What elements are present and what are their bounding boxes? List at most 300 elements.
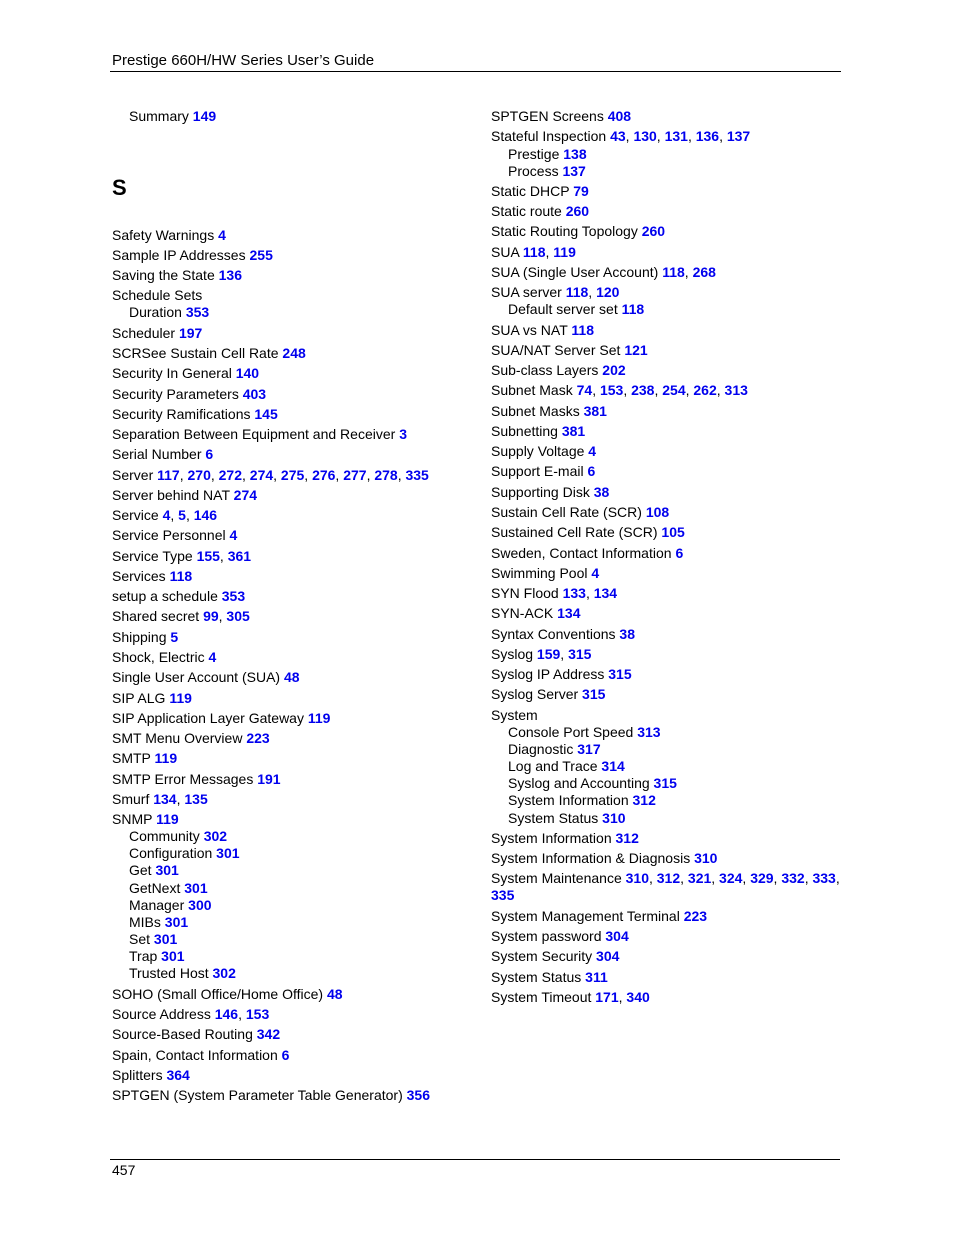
index-term: Prestige — [508, 146, 560, 162]
index-term: Static Routing Topology — [491, 223, 638, 239]
index-entry — [491, 969, 608, 986]
index-term: Syslog — [491, 646, 534, 662]
index-term: Set — [129, 931, 151, 947]
index-term: SIP Application Layer Gateway — [112, 710, 304, 726]
index-entry — [112, 771, 281, 788]
page-link[interactable]: 301 — [155, 862, 179, 878]
index-entry — [491, 203, 589, 220]
page-link[interactable]: 223 — [246, 730, 270, 746]
index-term: SYN Flood — [491, 585, 559, 601]
index-term: Service Personnel — [112, 527, 226, 543]
index-entry — [491, 545, 683, 562]
page-link[interactable]: 159 — [536, 646, 561, 662]
index-term: SUA/NAT Server Set — [491, 342, 621, 358]
page-link[interactable]: 119 — [553, 244, 576, 260]
index-term: Shipping — [112, 629, 167, 645]
index-term: System password — [491, 928, 602, 944]
index-term: Default server set — [508, 301, 618, 317]
index-term: Console Port Speed — [508, 724, 634, 740]
page-link[interactable]: 301 — [164, 914, 189, 930]
index-term: Trusted Host — [129, 965, 209, 981]
page-link[interactable]: 272 — [218, 467, 242, 483]
index-entry: SUA 118, 119 — [491, 244, 576, 260]
index-entry — [491, 707, 538, 724]
page-link[interactable]: 134 — [153, 791, 177, 807]
page-link[interactable]: 275 — [280, 467, 305, 483]
page-link[interactable]: 248 — [282, 345, 306, 361]
page-link[interactable]: 146 — [214, 1006, 239, 1022]
page-link[interactable]: 301 — [161, 948, 185, 964]
page-link[interactable]: 278 — [374, 467, 398, 483]
index-term: Server — [112, 467, 154, 483]
page-link[interactable]: 302 — [212, 965, 236, 981]
index-entry — [491, 484, 609, 501]
index-term: SIP ALG — [112, 690, 166, 706]
index-entry — [491, 686, 605, 703]
page-link[interactable]: 108 — [645, 504, 670, 520]
page-link[interactable]: 310 — [625, 870, 649, 886]
index-term: Server behind NAT — [112, 487, 230, 503]
index-entry — [491, 423, 585, 440]
page-link[interactable]: 364 — [166, 1067, 190, 1083]
index-term: Schedule Sets — [112, 287, 203, 303]
page-link[interactable]: 301 — [216, 845, 240, 861]
index-term: setup a schedule — [112, 588, 218, 604]
page-link[interactable]: 381 — [583, 403, 607, 419]
page-link[interactable]: 153 — [599, 382, 624, 398]
index-term: Scheduler — [112, 325, 176, 341]
page-link[interactable]: 145 — [254, 406, 278, 422]
page-link[interactable]: 118 — [169, 568, 193, 584]
index-term: System Status — [508, 810, 599, 826]
index-subentry — [129, 914, 188, 931]
page-link[interactable]: 340 — [626, 989, 650, 1005]
page-link[interactable]: 310 — [602, 810, 626, 826]
index-term: Sample IP Addresses — [112, 247, 246, 263]
page-link[interactable]: 99 — [203, 608, 219, 624]
index-term: Process — [508, 163, 559, 179]
page-link[interactable]: 403 — [242, 386, 267, 402]
page-link[interactable]: 119 — [156, 811, 179, 827]
index-term: Subnet Mask — [491, 382, 573, 398]
page-link[interactable]: 301 — [153, 931, 178, 947]
index-term: System Information & Diagnosis — [491, 850, 691, 866]
index-subentry — [129, 931, 177, 948]
page-link[interactable]: 117 — [157, 467, 180, 483]
page-link[interactable]: 408 — [607, 108, 632, 124]
page-link[interactable]: 4 — [162, 507, 171, 523]
index-entry — [491, 443, 596, 460]
page-link[interactable]: 149 — [192, 108, 217, 124]
index-entry: System Maintenance 310, 312, 321, 324, 329, 332, 333, — [491, 870, 840, 886]
index-entry — [112, 690, 192, 707]
index-term: Duration — [129, 304, 182, 320]
index-term: SMTP Error Messages — [112, 771, 254, 787]
page-link[interactable]: 131 — [664, 128, 688, 144]
index-term: Manager — [129, 897, 185, 913]
page-link[interactable]: 6 — [281, 1047, 290, 1063]
page-link[interactable]: 118 — [621, 301, 645, 317]
page-link[interactable]: 238 — [631, 382, 655, 398]
index-entry: Server 117, 270, 272, 274, 275, 276, 277, 278, 335 — [112, 467, 429, 483]
index-term: Splitters — [112, 1067, 163, 1083]
index-term: Configuration — [129, 845, 213, 861]
index-entry: SYN Flood 133, 134 — [491, 585, 618, 601]
index-entry — [491, 948, 619, 965]
index-term: Services — [112, 568, 166, 584]
page-link[interactable]: 335 — [491, 887, 515, 903]
index-entry — [491, 342, 648, 359]
index-subentry — [508, 758, 625, 775]
index-term: Saving the State — [112, 267, 215, 283]
page-link[interactable]: 48 — [283, 669, 300, 685]
index-entry — [112, 750, 177, 767]
index-term: Trap — [129, 948, 158, 964]
index-term: SMTP — [112, 750, 151, 766]
header-rule — [110, 71, 841, 72]
index-term: Separation Between Equipment and Receiver — [112, 426, 396, 442]
index-entry — [112, 669, 300, 686]
index-subentry — [508, 146, 587, 163]
page-link[interactable]: 202 — [602, 362, 626, 378]
page-link[interactable]: 118 — [571, 322, 594, 338]
page-link[interactable]: 302 — [203, 828, 228, 844]
page-link[interactable]: 136 — [695, 128, 720, 144]
index-entry — [491, 504, 669, 521]
page-link[interactable]: 223 — [683, 908, 708, 924]
page-link[interactable]: 119 — [154, 750, 178, 766]
index-term: SNMP — [112, 811, 153, 827]
index-entry: Shared secret 99, 305 — [112, 608, 250, 624]
index-subentry — [508, 301, 644, 318]
index-entry — [112, 267, 242, 284]
page-link[interactable]: 313 — [724, 382, 748, 398]
page-link[interactable]: 118 — [565, 284, 589, 300]
index-entry — [491, 605, 580, 622]
page-link[interactable]: 4 — [208, 649, 217, 665]
page-link[interactable]: 118 — [662, 264, 685, 280]
page-link[interactable]: 137 — [726, 128, 751, 144]
index-subentry — [508, 163, 586, 180]
page-link[interactable]: 5 — [170, 629, 179, 645]
page-link[interactable]: 274 — [249, 467, 274, 483]
index-entry — [112, 446, 213, 463]
index-term: Safety Warnings — [112, 227, 215, 243]
index-entry: Syslog 159, 315 — [491, 646, 592, 662]
index-term: Shock, Electric — [112, 649, 205, 665]
index-term: Syslog and Accounting — [508, 775, 650, 791]
index-subentry — [129, 108, 216, 125]
page-link[interactable]: 119 — [307, 710, 331, 726]
page-link[interactable]: 130 — [633, 128, 657, 144]
page-link[interactable]: 304 — [605, 928, 629, 944]
index-subentry — [129, 304, 209, 321]
page-link[interactable]: 353 — [221, 588, 246, 604]
index-term: Log and Trace — [508, 758, 598, 774]
page-link[interactable]: 315 — [582, 686, 606, 702]
page-link[interactable]: 313 — [637, 724, 661, 740]
index-entry — [112, 527, 237, 544]
page-link[interactable]: 134 — [593, 585, 618, 601]
index-entry — [112, 710, 330, 727]
page-link[interactable]: 146 — [193, 507, 218, 523]
index-entry: Service Type 155, 361 — [112, 548, 252, 564]
index-entry — [491, 362, 626, 379]
page-link[interactable]: 324 — [719, 870, 743, 886]
page-link[interactable]: 197 — [178, 325, 203, 341]
index-term: SUA vs NAT — [491, 322, 568, 338]
index-entry: Stateful Inspection 43, 130, 131, 136, 137 — [491, 128, 751, 144]
page-link[interactable]: 38 — [593, 484, 610, 500]
page-link[interactable]: 153 — [245, 1006, 270, 1022]
page-link[interactable]: 74 — [576, 382, 593, 398]
index-entry — [491, 183, 589, 200]
page-link[interactable]: 4 — [591, 565, 600, 581]
footer-rule — [110, 1159, 840, 1160]
index-entry — [112, 730, 270, 747]
index-entry — [491, 463, 595, 480]
page-link[interactable]: 121 — [624, 342, 648, 358]
index-term: System Maintenance — [491, 870, 622, 886]
page-link[interactable]: 6 — [675, 545, 684, 561]
page-link[interactable]: 312 — [615, 830, 639, 846]
index-term: SYN-ACK — [491, 605, 554, 621]
index-entry — [491, 108, 631, 125]
index-term: SUA server — [491, 284, 562, 300]
index-entry — [491, 322, 594, 339]
page-link[interactable]: 120 — [596, 284, 620, 300]
index-entry — [112, 986, 343, 1003]
index-term: Security Ramifications — [112, 406, 251, 422]
index-entry — [112, 568, 192, 585]
index-term: Summary — [129, 108, 189, 124]
index-term: SMT Menu Overview — [112, 730, 243, 746]
page-link[interactable]: 342 — [256, 1026, 281, 1042]
index-subentry — [508, 741, 601, 758]
index-subentry — [129, 845, 240, 862]
index-entry — [112, 287, 202, 304]
page-link[interactable]: 135 — [184, 791, 208, 807]
index-entry: System Timeout 171, 340 — [491, 989, 650, 1005]
index-entry — [491, 887, 514, 904]
index-subentry — [508, 792, 656, 809]
page-link[interactable]: 6 — [587, 463, 596, 479]
index-term: SUA (Single User Account) — [491, 264, 659, 280]
index-term: Service — [112, 507, 159, 523]
index-entry — [112, 588, 245, 605]
page-link[interactable]: 315 — [568, 646, 592, 662]
index-term: Source-Based Routing — [112, 1026, 253, 1042]
index-subentry — [129, 880, 208, 897]
index-subentry — [129, 948, 185, 965]
page-link[interactable]: 38 — [619, 626, 635, 642]
index-term: System Security — [491, 948, 593, 964]
page-link[interactable]: 48 — [326, 986, 343, 1002]
page-link[interactable]: 137 — [562, 163, 586, 179]
index-term: Syntax Conventions — [491, 626, 616, 642]
page-link[interactable]: 262 — [693, 382, 717, 398]
page-link[interactable]: 270 — [187, 467, 211, 483]
page-link[interactable]: 312 — [632, 792, 656, 808]
page-link[interactable]: 333 — [812, 870, 836, 886]
index-entry — [112, 487, 257, 504]
index-term: System — [491, 707, 538, 723]
index-term: System Information — [508, 792, 629, 808]
page-link[interactable]: 155 — [196, 548, 220, 564]
index-term: GetNext — [129, 880, 181, 896]
index-entry — [112, 1087, 430, 1104]
page-link[interactable]: 335 — [405, 467, 429, 483]
page-link[interactable]: 321 — [687, 870, 712, 886]
index-term: SPTGEN (System Parameter Table Generator) — [112, 1087, 403, 1103]
page-link[interactable]: 4 — [229, 527, 238, 543]
index-term: SCRSee Sustain Cell Rate — [112, 345, 279, 361]
page-link[interactable]: 133 — [562, 585, 586, 601]
index-entry: SUA server 118, 120 — [491, 284, 620, 300]
page-link[interactable]: 171 — [595, 989, 619, 1005]
index-term: Smurf — [112, 791, 150, 807]
page-link[interactable]: 6 — [205, 446, 214, 462]
page-link[interactable]: 312 — [656, 870, 681, 886]
page-link[interactable]: 260 — [565, 203, 590, 219]
index-term: Source Address — [112, 1006, 211, 1022]
index-term: Get — [129, 862, 152, 878]
index-entry — [491, 928, 629, 945]
page-link[interactable]: 300 — [188, 897, 212, 913]
index-entry — [491, 403, 607, 420]
index-term: Service Type — [112, 548, 193, 564]
index-entry — [112, 1047, 289, 1064]
page-link[interactable]: 301 — [184, 880, 208, 896]
page-link[interactable]: 134 — [557, 605, 581, 621]
index-entry — [491, 850, 717, 867]
index-term: Serial Number — [112, 446, 202, 462]
index-entry — [112, 325, 202, 342]
index-entry: Service 4, 5, 146 — [112, 507, 218, 523]
index-entry: Subnet Mask 74, 153, 238, 254, 262, 313 — [491, 382, 748, 398]
page-link[interactable]: 277 — [343, 467, 367, 483]
index-subentry — [129, 862, 179, 879]
index-term: Sustained Cell Rate (SCR) — [491, 524, 658, 540]
page-link[interactable]: 138 — [563, 146, 587, 162]
index-entry — [112, 247, 273, 264]
page-link[interactable]: 310 — [694, 850, 718, 866]
page-link[interactable]: 353 — [185, 304, 210, 320]
index-entry — [112, 365, 259, 382]
index-entry — [491, 666, 632, 683]
index-term: Syslog IP Address — [491, 666, 605, 682]
header-title: Prestige 660H/HW Series User’s Guide — [112, 52, 375, 69]
index-entry: SUA (Single User Account) 118, 268 — [491, 264, 716, 280]
index-entry — [112, 1026, 280, 1043]
index-subentry — [508, 775, 677, 792]
index-term: MIBs — [129, 914, 161, 930]
index-term: Stateful Inspection — [491, 128, 607, 144]
index-subentry — [508, 724, 661, 741]
page-link[interactable]: 43 — [610, 128, 626, 144]
index-term: Sub-class Layers — [491, 362, 599, 378]
index-term: Security Parameters — [112, 386, 239, 402]
index-term: System Information — [491, 830, 612, 846]
page-link[interactable]: 276 — [312, 467, 336, 483]
page-link[interactable]: 4 — [218, 227, 226, 243]
index-subentry — [508, 810, 626, 827]
page-link[interactable]: 329 — [750, 870, 774, 886]
page-link[interactable]: 361 — [227, 548, 252, 564]
page-link[interactable]: 332 — [781, 870, 805, 886]
index-term: Swimming Pool — [491, 565, 588, 581]
page-link[interactable]: 105 — [661, 524, 685, 540]
page-link[interactable]: 119 — [169, 690, 192, 706]
index-entry — [112, 386, 266, 403]
index-entry — [112, 227, 226, 244]
index-term: Diagnostic — [508, 741, 574, 757]
page-link[interactable]: 136 — [218, 267, 242, 283]
index-entry — [112, 1067, 190, 1084]
index-term: Subnetting — [491, 423, 558, 439]
index-subentry — [129, 897, 212, 914]
index-entry — [491, 908, 707, 925]
page-link[interactable]: 191 — [257, 771, 281, 787]
index-term: Community — [129, 828, 200, 844]
index-entry — [491, 524, 685, 541]
page-link[interactable]: 315 — [608, 666, 632, 682]
page-link[interactable]: 314 — [601, 758, 625, 774]
index-term: System Management Terminal — [491, 908, 680, 924]
index-entry — [112, 629, 178, 646]
index-term: SOHO (Small Office/Home Office) — [112, 986, 324, 1002]
index-term: Static DHCP — [491, 183, 570, 199]
index-term: Shared secret — [112, 608, 200, 624]
index-entry — [491, 223, 665, 240]
index-term: Subnet Masks — [491, 403, 580, 419]
page-link[interactable]: 305 — [226, 608, 250, 624]
index-entry: Smurf 134, 135 — [112, 791, 208, 807]
page-link[interactable]: 5 — [178, 507, 186, 523]
page-link[interactable]: 356 — [406, 1087, 430, 1103]
page-link[interactable]: 4 — [588, 443, 597, 459]
index-subentry — [129, 965, 236, 982]
index-entry — [491, 565, 599, 582]
index-entry — [491, 830, 639, 847]
index-term: Supporting Disk — [491, 484, 590, 500]
page-link[interactable]: 274 — [233, 487, 258, 503]
index-entry — [112, 426, 407, 443]
page-number: 457 — [112, 1162, 136, 1178]
page-link[interactable]: 268 — [692, 264, 716, 280]
page-link[interactable]: 304 — [596, 948, 620, 964]
index-entry: Source Address 146, 153 — [112, 1006, 270, 1022]
page-link[interactable]: 311 — [585, 969, 608, 985]
index-entry — [112, 406, 278, 423]
page-link[interactable]: 79 — [573, 183, 589, 199]
index-term: System Timeout — [491, 989, 592, 1005]
page-link[interactable]: 260 — [641, 223, 666, 239]
index-subentry — [129, 828, 227, 845]
index-term: Single User Account (SUA) — [112, 669, 281, 685]
page-link[interactable]: 255 — [249, 247, 273, 263]
page-link[interactable]: 118 — [522, 244, 546, 260]
page-link[interactable]: 315 — [653, 775, 677, 791]
page-link[interactable]: 317 — [577, 741, 601, 757]
page-link[interactable]: 254 — [662, 382, 686, 398]
page-link[interactable]: 3 — [399, 426, 407, 442]
page-link[interactable]: 381 — [561, 423, 586, 439]
index-term: Static route — [491, 203, 562, 219]
page-link[interactable]: 140 — [235, 365, 260, 381]
index-term: Sustain Cell Rate (SCR) — [491, 504, 642, 520]
index-entry — [112, 811, 179, 828]
